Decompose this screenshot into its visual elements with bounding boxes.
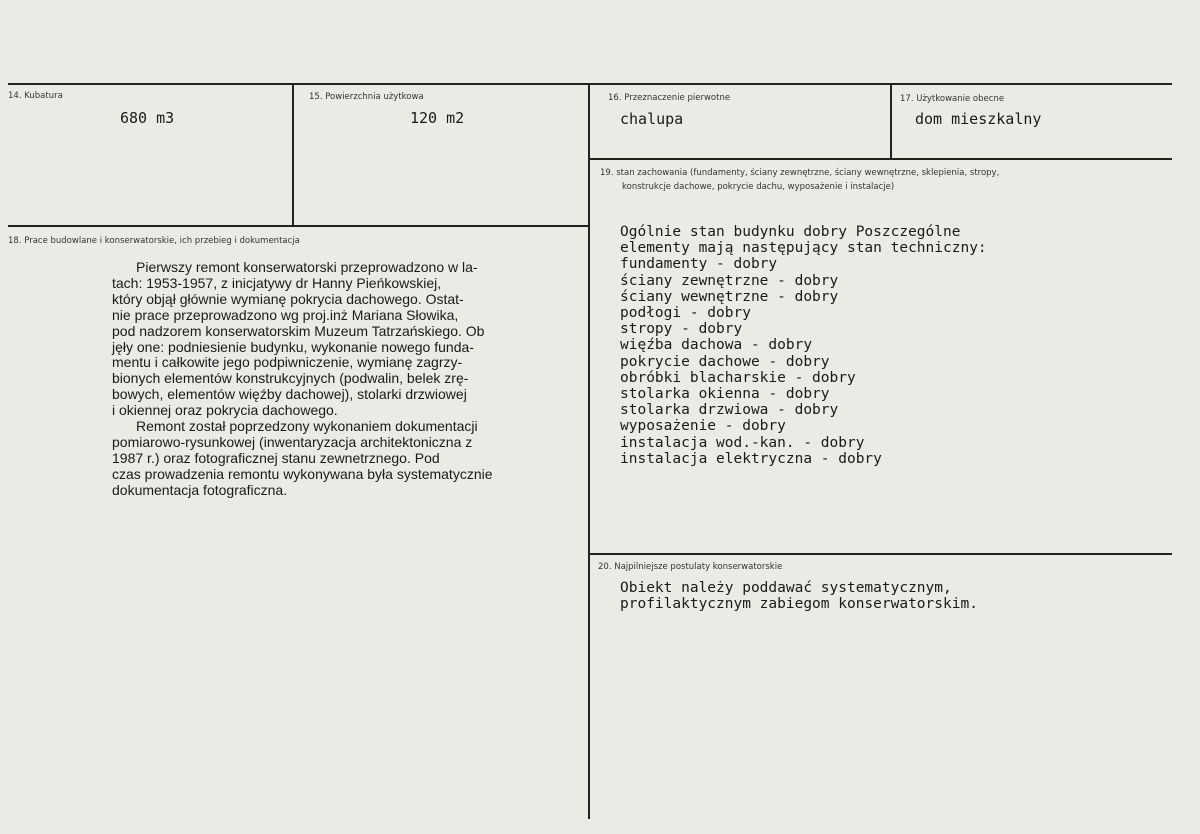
field-19-label-line2: konstrukcje dachowe, pokrycie dachu, wyposażenie i instalacje) bbox=[622, 182, 895, 192]
text-line: 1987 r.) oraz fotograficznej stanu zewnetrznego. Pod bbox=[112, 449, 440, 466]
text-line: profilaktycznym zabiegom konserwatorskim. bbox=[620, 596, 978, 613]
text-line: elementy mają następujący stan techniczny: bbox=[620, 240, 987, 257]
text-line: bionych elementów konstrukcyjnych (podwalin, belek zrę- bbox=[112, 370, 469, 387]
field-18-label: 18. Prace budowlane i konserwatorskie, ich przebieg i dokumentacja bbox=[8, 236, 300, 246]
text-line: instalacja wod.-kan. - dobry bbox=[620, 434, 865, 451]
text-line: dokumentacja fotograficzna. bbox=[112, 481, 288, 498]
text-line: pod nadzorem konserwatorskim Muzeum Tatrzańskiego. Ob bbox=[112, 322, 485, 339]
text-line: mentu i całkowite jego podpiwniczenie, wymianę zagrzy- bbox=[112, 354, 463, 371]
text-line: Pierwszy remont konserwatorski przeprowadzono w la- bbox=[136, 259, 478, 275]
field-17-value: dom mieszkalny bbox=[915, 110, 1042, 128]
divider-h-16-17-bottom bbox=[590, 158, 1172, 160]
text-line: Ogólnie stan budynku dobry Poszczególne bbox=[620, 224, 961, 240]
divider-v-main bbox=[588, 85, 590, 819]
field-19-label-line1: 19. stan zachowania (fundamenty, ściany zewnętrzne, ściany wewnętrzne, sklepienia, stropy, bbox=[600, 168, 1000, 178]
field-16-label: 16. Przeznaczenie pierwotne bbox=[608, 93, 731, 103]
field-15-label: 15. Powierzchnia użytkowa bbox=[309, 92, 424, 102]
field-15-value: 120 m2 bbox=[410, 109, 465, 127]
field-20-label: 20. Najpilniejsze postulaty konserwatorskie bbox=[598, 562, 783, 572]
text-line: który objął głównie wymianę pokrycia dachowego. Ostat- bbox=[112, 290, 464, 307]
field-17-label: 17. Użytkowanie obecne bbox=[900, 94, 1005, 104]
text-line: Remont został poprzedzony wykonaniem dokumentacji bbox=[136, 418, 478, 435]
text-line: pokrycie dachowe - dobry bbox=[620, 353, 830, 370]
text-line: stropy - dobry bbox=[620, 321, 743, 338]
text-line: i okiennej oraz pokrycia dachowego. bbox=[112, 402, 338, 419]
field-16-value: chalupa bbox=[620, 110, 684, 128]
text-line: więźba dachowa - dobry bbox=[620, 337, 813, 354]
text-line: czas prowadzenia remontu wykonywana była systematycznie bbox=[112, 465, 493, 482]
divider-v-16-17 bbox=[890, 85, 892, 158]
divider-v-14-15 bbox=[292, 85, 294, 225]
text-line: Obiekt należy poddawać systematycznym, bbox=[620, 580, 952, 596]
text-line: podłogi - dobry bbox=[620, 305, 751, 322]
text-line: stolarka okienna - dobry bbox=[620, 386, 830, 403]
text-line: obróbki blacharskie - dobry bbox=[620, 369, 856, 386]
divider-h-14-15-bottom bbox=[8, 225, 590, 227]
field-18-text bbox=[112, 260, 493, 499]
text-line: stolarka drzwiowa - dobry bbox=[620, 402, 839, 419]
text-line: jęły one: podniesienie budynku, wykonanie nowego funda- bbox=[112, 338, 474, 355]
text-line: pomiarowo-rysunkowej (inwentaryzacja architektoniczna z bbox=[112, 433, 473, 450]
text-line: ściany wewnętrzne - dobry bbox=[620, 288, 839, 305]
field-14-label: 14. Kubatura bbox=[8, 91, 63, 101]
text-line: nie prace przeprowadzono wg proj.inż Mariana Słowika, bbox=[112, 306, 459, 323]
text-line: bowych, elementów więźby dachowej), stolarki drzwiowej bbox=[112, 386, 467, 403]
field-20-text bbox=[620, 580, 978, 612]
text-line: ściany zewnętrzne - dobry bbox=[620, 272, 839, 289]
field-19-text bbox=[620, 224, 987, 467]
field-14-value: 680 m3 bbox=[120, 109, 175, 127]
text-line: tach: 1953-1957, z inicjatywy dr Hanny Pieńkowskiej, bbox=[112, 274, 442, 291]
text-line: fundamenty - dobry bbox=[620, 256, 778, 273]
divider-h-19-bottom bbox=[590, 553, 1172, 555]
top-border-line bbox=[8, 83, 1172, 85]
text-line: instalacja elektryczna - dobry bbox=[620, 450, 882, 467]
text-line: wyposażenie - dobry bbox=[620, 418, 786, 435]
